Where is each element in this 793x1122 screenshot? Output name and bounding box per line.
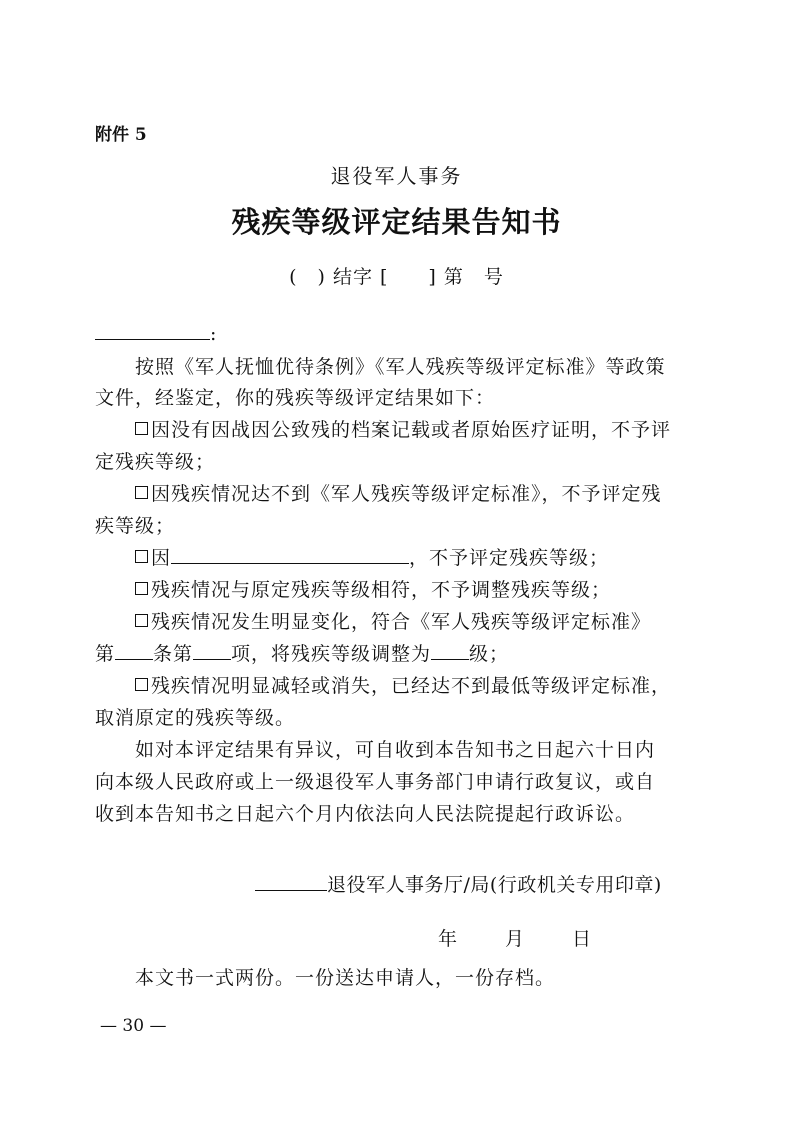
issuing-organization: 退役军人事务 — [330, 164, 463, 188]
option-5-line1 — [95, 606, 745, 638]
checkbox-option-2[interactable] — [135, 486, 148, 499]
option-6-line1 — [95, 670, 745, 702]
addressee-colon: : — [210, 323, 217, 345]
doc-no-bracket-close: ] — [428, 266, 437, 288]
doc-no-hao: 号 — [483, 266, 504, 288]
date-line — [438, 924, 591, 951]
option-5-part3: 项，将残疾等级调整为 — [231, 643, 432, 665]
appeal-paragraph-line2: 向本级人民政府或上一级退役军人事务部门申请行政复议，或自 — [95, 771, 656, 793]
option-5-line2 — [95, 638, 705, 670]
option-5-text: 残疾情况发生明显变化，符合《军人残疾等级评定标准》 — [151, 611, 652, 633]
appeal-paragraph-line1: 如对本评定结果有异议，可自收到本告知书之日起六十日内 — [135, 739, 656, 761]
option-6-line2: 取消原定的残疾等级。 — [95, 707, 296, 729]
checkbox-option-6[interactable] — [135, 678, 148, 691]
option-4-text: 残疾情况与原定残疾等级相符，不予调整残疾等级； — [151, 579, 612, 601]
date-day: 日 — [572, 928, 592, 950]
checkbox-option-1[interactable] — [135, 422, 148, 435]
option-3-suffix: ，不予评定残疾等级； — [409, 547, 610, 569]
option-1-line1 — [95, 414, 745, 446]
document-number — [0, 262, 793, 289]
option-5-part1: 第 — [95, 643, 116, 665]
copies-note: 本文书一式两份。一份送达申请人，一份存档。 — [135, 967, 556, 989]
addressee-blank[interactable] — [95, 322, 210, 340]
option-1-line2: 定残疾等级； — [95, 451, 216, 473]
addressee-line — [95, 322, 216, 345]
checkbox-option-3[interactable] — [135, 550, 148, 563]
article-number-blank[interactable] — [115, 642, 153, 660]
option-3-reason-blank[interactable] — [171, 546, 409, 564]
doc-no-di: 第 — [443, 266, 464, 288]
option-3-prefix: 因 — [151, 547, 172, 569]
paragraph-basis-line1: 按照《军人抚恤优待条例》《军人残疾等级评定标准》等政策 — [135, 356, 666, 378]
authority-name-blank[interactable] — [255, 873, 327, 891]
signature-text: 退役军人事务厅/局(行政机关专用印章) — [327, 874, 662, 896]
option-6-text: 残疾情况明显减轻或消失，已经达不到最低等级评定标准， — [151, 675, 672, 697]
option-4-line — [95, 574, 745, 606]
option-1-text: 因没有因战因公致残的档案记载或者原始医疗证明，不予评 — [151, 419, 672, 441]
option-3-line — [95, 542, 745, 574]
option-2-text: 因残疾情况达不到《军人残疾等级评定标准》，不予评定残 — [151, 483, 662, 505]
level-blank[interactable] — [431, 642, 469, 660]
doc-no-jiezi: 结字 [ — [332, 266, 389, 288]
item-number-blank[interactable] — [193, 642, 231, 660]
doc-no-close-paren: ) — [317, 266, 326, 288]
appeal-paragraph-line3: 收到本告知书之日起六个月内依法向人民法院提起行政诉讼。 — [95, 803, 636, 825]
checkbox-option-5[interactable] — [135, 614, 148, 627]
document-title: 残疾等级评定结果告知书 — [231, 205, 562, 239]
option-2-line2: 疾等级； — [95, 515, 176, 537]
page-number: — 30 — — [100, 1016, 167, 1036]
date-year: 年 — [438, 928, 458, 950]
date-month: 月 — [505, 928, 525, 950]
signature-line — [255, 870, 662, 897]
attachment-label: 附件 5 — [95, 125, 147, 145]
option-5-part4: 级； — [469, 643, 510, 665]
paragraph-basis-line2: 文件，经鉴定，你的残疾等级评定结果如下： — [95, 387, 496, 409]
option-2-line1 — [95, 478, 745, 510]
doc-no-open-paren: ( — [289, 266, 298, 288]
checkbox-option-4[interactable] — [135, 582, 148, 595]
option-5-part2: 条第 — [153, 643, 194, 665]
